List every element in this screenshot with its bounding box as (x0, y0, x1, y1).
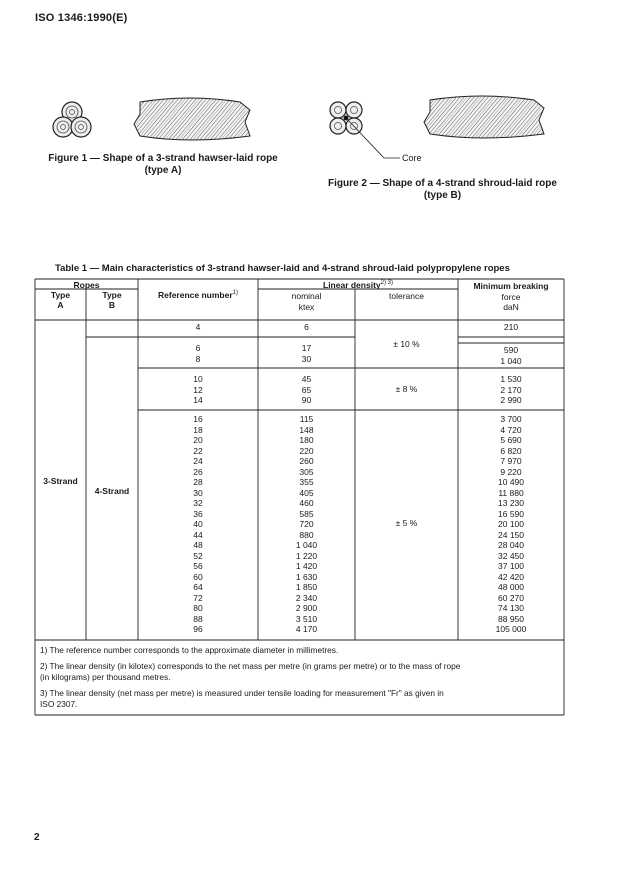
header-type-b-label: Type (102, 290, 122, 300)
ktex-cell: 1 040 (295, 540, 318, 550)
ref-cell: 16 (193, 414, 203, 424)
group-2-force (458, 374, 564, 406)
ref-cell: 10 (193, 374, 203, 384)
force-cell: 2 170 (500, 384, 522, 395)
force-cell: 10 490 (498, 477, 524, 487)
page-number: 2 (34, 832, 40, 843)
header-reference-text: Reference number (158, 290, 233, 300)
ref-cell: 14 (193, 395, 203, 405)
group-3-force (458, 414, 564, 635)
ktex-cell: 405 (299, 487, 314, 498)
header-reference-sup: 1) (232, 290, 238, 297)
ref-cell: 20 (193, 435, 203, 445)
ktex-cell: 148 (299, 424, 314, 435)
group-3-refs (138, 414, 258, 635)
ktex-cell: 220 (299, 445, 314, 456)
ktex-cell: 720 (299, 519, 314, 529)
header-linear-density-sup: 2) 3) (380, 280, 393, 287)
force-cell: 88 950 (498, 613, 524, 624)
force-cell: 74 130 (498, 603, 524, 613)
ktex-cell: 2 900 (295, 603, 318, 613)
header-reference-number (138, 290, 258, 300)
ref-cell: 30 (193, 487, 203, 498)
ktex-cell: 45 (301, 374, 312, 384)
header-type-a-letter: A (57, 300, 64, 310)
footnote-1: 1) The reference number corresponds to the approximate diameter in millimetres. (40, 645, 339, 655)
ref-cell: 52 (193, 550, 203, 561)
force-cell: 20 100 (498, 519, 524, 529)
force-cell: 210 (503, 322, 519, 332)
force-cell: 5 690 (500, 435, 522, 445)
group-2-refs (138, 374, 258, 406)
ktex-cell: 1 220 (295, 550, 318, 561)
header-type-a (35, 290, 86, 310)
force-cell: 24 150 (498, 529, 524, 540)
ref-cell: 22 (193, 445, 203, 456)
ref-cell: 48 (193, 540, 203, 550)
group-3-ktex (258, 414, 355, 635)
ref-cell: 64 (193, 582, 203, 592)
force-cell: 3 700 (500, 414, 522, 424)
force-cell: 105 000 (495, 624, 527, 634)
ref-cell: 32 (193, 498, 203, 508)
group-1-ktex (258, 343, 355, 364)
ktex-cell: 2 340 (295, 592, 318, 603)
ref-cell: 60 (193, 571, 203, 582)
document-header: ISO 1346:1990(E) (35, 12, 128, 24)
tolerance-8: ± 8 % (395, 384, 418, 394)
tolerance-10: ± 10 % (393, 339, 420, 349)
figure-1-caption-line1: Figure 1 — Shape of a 3-strand hawser-laid rope (48, 153, 278, 164)
type-a-value: 3-Strand (43, 476, 78, 486)
header-nominal-label: nominal (291, 291, 322, 301)
header-min-break-force: force (501, 291, 521, 302)
ktex-cell: 355 (299, 477, 314, 487)
header-type-b-letter: B (108, 300, 116, 310)
force-cell: 48 000 (498, 582, 524, 592)
core-label: Core (402, 153, 422, 163)
ref-cell: 4 (195, 322, 201, 332)
ktex-cell: 180 (299, 435, 314, 445)
group-0-force (458, 322, 564, 333)
figure-2-caption-line2: (type B) (423, 190, 462, 201)
force-cell: 37 100 (498, 561, 524, 571)
ktex-cell: 65 (301, 384, 312, 395)
force-cell: 2 990 (500, 395, 522, 405)
header-min-break-label: Minimum breaking (473, 281, 549, 291)
ref-cell: 24 (193, 456, 203, 466)
force-cell: 9 220 (500, 466, 522, 477)
header-type-a-label: Type (50, 290, 71, 300)
ktex-cell: 460 (299, 498, 314, 508)
ktex-cell: 260 (299, 456, 314, 466)
ktex-cell: 880 (299, 529, 314, 540)
group-1-refs (138, 343, 258, 364)
ktex-cell: 1 420 (295, 561, 318, 571)
ref-cell: 28 (193, 477, 203, 487)
force-cell: 11 880 (498, 487, 524, 498)
ref-cell: 44 (193, 529, 203, 540)
header-nominal-unit: ktex (298, 302, 315, 312)
force-cell: 32 450 (498, 550, 524, 561)
figure-2-caption-line1: Figure 2 — Shape of a 4-strand shroud-laid rope (328, 178, 557, 189)
figure-1-caption-line2: (type A) (144, 165, 182, 176)
footnote-3: 3) The linear density (net mass per metre) is measured under tensile loading for measurement "Fr" as given in (40, 688, 444, 698)
header-linear-density-text: Linear density (323, 280, 381, 290)
table-caption: Table 1 — Main characteristics of 3-strand hawser-laid and 4-strand shroud-laid polypropylene ropes (55, 263, 510, 274)
footnote-2-continued: (in kilograms) per thousand metres. (40, 672, 171, 682)
ktex-cell: 585 (299, 508, 314, 519)
ref-cell: 72 (193, 592, 203, 603)
group-0-ktex (258, 322, 355, 333)
group-0-refs (138, 322, 258, 333)
ref-cell: 96 (193, 624, 203, 634)
force-cell: 7 970 (500, 456, 522, 466)
ktex-cell: 30 (301, 353, 312, 364)
header-type-b (86, 290, 138, 310)
ref-cell: 80 (193, 603, 203, 613)
force-cell: 42 420 (498, 571, 524, 582)
ktex-cell: 17 (301, 343, 312, 353)
force-cell: 590 (503, 345, 519, 355)
footnote-2: 2) The linear density (in kilotex) corresponds to the net mass per metre (in grams per metre) or to the mass of rope (40, 661, 461, 671)
footnote-3-continued: ISO 2307. (40, 699, 78, 709)
ktex-cell: 1 850 (295, 582, 318, 592)
ref-cell: 6 (195, 343, 201, 353)
force-cell: 4 720 (500, 424, 522, 435)
ref-cell: 40 (193, 519, 203, 529)
force-cell: 1 040 (500, 355, 522, 366)
ktex-cell: 1 630 (295, 571, 318, 582)
ktex-cell: 3 510 (295, 613, 318, 624)
ref-cell: 8 (195, 353, 201, 364)
ref-cell: 26 (193, 466, 203, 477)
force-cell: 60 270 (498, 592, 524, 603)
ktex-cell: 90 (301, 395, 312, 405)
header-linear-density (258, 280, 458, 290)
ktex-cell: 4 170 (295, 624, 318, 634)
tolerance-5: ± 5 % (395, 518, 418, 528)
force-cell: 16 590 (498, 508, 524, 519)
header-ropes: Ropes (73, 280, 100, 290)
ktex-cell: 6 (304, 322, 309, 332)
force-cell: 13 230 (498, 498, 524, 508)
header-nominal (258, 291, 355, 313)
force-cell: 1 530 (500, 374, 522, 384)
header-tolerance: tolerance (389, 291, 424, 301)
header-minimum-breaking-force (458, 281, 564, 313)
force-cell: 28 040 (498, 540, 524, 550)
header-min-break-unit: daN (503, 302, 519, 312)
ktex-cell: 305 (299, 466, 314, 477)
group-2-ktex (258, 374, 355, 406)
ref-cell: 56 (193, 561, 203, 571)
ktex-cell: 115 (299, 414, 314, 424)
ref-cell: 88 (193, 613, 203, 624)
type-b-value: 4-Strand (94, 486, 130, 496)
ref-cell: 18 (193, 424, 203, 435)
ref-cell: 36 (193, 508, 203, 519)
ref-cell: 12 (193, 384, 203, 395)
force-cell: 6 820 (500, 445, 522, 456)
group-1-force (458, 345, 564, 366)
